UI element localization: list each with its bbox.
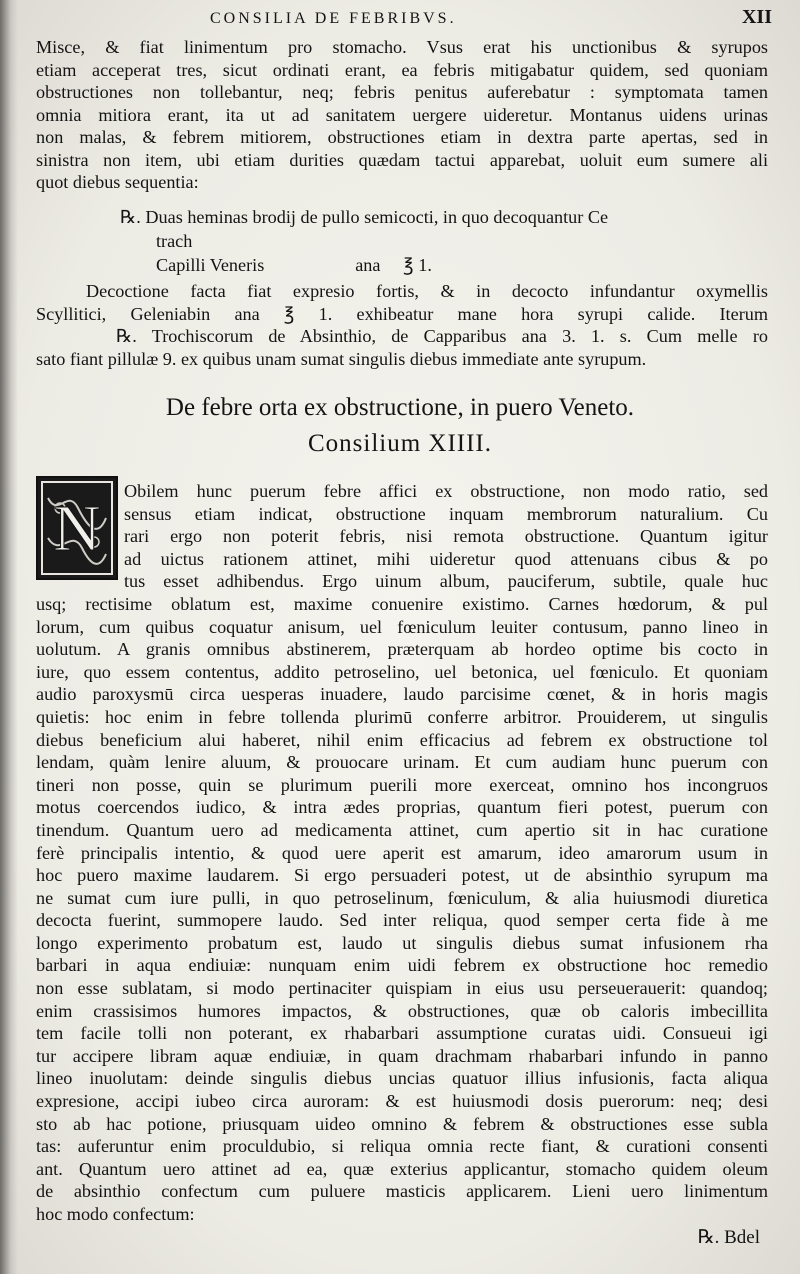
text-line: ad uictus rationem attinet, mihi uideretur quod attenuans cibus & po	[124, 548, 768, 569]
text-line: iure, quo essem contentus, addito petroselino, uel betonica, uel fœniculo. Et quoniam	[36, 661, 768, 682]
text-line: rari ergo non poterit febris, nisi remota obstructione. Quantum igitur	[124, 526, 768, 547]
text-line: uolutum. A granis omnibus abstinerem, præterquam ab hordeo optime bis cocto in	[36, 639, 768, 660]
recipe-line: Capilli Veneris ana ℥ 1.	[156, 255, 432, 275]
page-header	[210, 6, 772, 34]
text-line: hoc puero maxime laudarem. Si ergo persuaderi potest, ut de absinthio syrupum ma	[36, 865, 768, 886]
text-line: tus esset adhibendus. Ergo uinum album, pauciferum, subtile, quale huc	[124, 571, 768, 592]
page-binding-shadow	[0, 0, 18, 1274]
text-line: non malas, & febrem mitiorem, obstructiones etiam in dextra parte apertas, sed in	[36, 127, 768, 147]
consilium-number: Consilium XIIII.	[307, 430, 493, 457]
text-line: quietis: hoc enim in febre tollenda plurimū conferre arbitror. Prouiderem, ut singulis	[36, 706, 768, 727]
svg-text:N: N	[53, 492, 101, 565]
text-line: de absinthio confectum cum puluere masticis applicarem. Lieni uero linimentum	[36, 1181, 768, 1202]
running-head: CONSILIA DE FEBRIBVS.	[210, 10, 457, 27]
text-line: Decoctione facta fiat expresio fortis, & in decocto infundantur oxymellis	[86, 281, 768, 301]
text-line: etiam acceperat tres, sicut ordinati erant, ea febris mitigabatur quidem, sed quoniam	[36, 59, 768, 80]
text-line: expresione, accipi iubeo circa auroram: & est huiusmodi dosis puerorum: neq; desi	[36, 1091, 768, 1112]
text-line: ferè principalis intentio, & quod uere aperit est amarum, ideo amarorum usum in	[36, 842, 768, 863]
text-line: omnia mitiora erant, ita ut ad sanitatem uergere uideretur. Montanus uidens urinas	[36, 104, 768, 125]
text-line: tem facile tolli non poterant, ex rhabarbari assumptione curatas uidi. Consueui igi	[36, 1023, 768, 1044]
text-line: sinistra non item, ubi etiam durities quædam tactui apparebat, uoluit eum sumere ali	[36, 149, 768, 170]
text-line: tinendum. Quantum uero ad medicamenta attinet, cum apertio sit in hac curatione	[36, 819, 768, 840]
text-line: ℞. Trochiscorum de Absinthio, de Capparibus ana 3. 1. s. Cum melle ro	[116, 326, 768, 346]
text-line: ne sumat cum iure pulli, in quo petroselinum, fœniculum, & alia huiusmodi diuretica	[36, 887, 768, 908]
text-line: tur accipere libram aquæ endiuiæ, in quam drachmam rhabarbari infundo in panno	[36, 1045, 768, 1066]
text-line: decocta fuerint, summopere laudo. Sed inter reliqua, quod semper certa fide à me	[36, 910, 768, 931]
text-line: ant. Quantum uero attinet ad ea, quæ exterius applicantur, stomacho quidem oleum	[36, 1158, 768, 1179]
text-line: Misce, & fiat linimentum pro stomacho. Vsus erat his unctionibus & syrupos	[36, 37, 768, 57]
recipe-line: trach	[156, 231, 193, 251]
text-line: audio paroxysmū circa uesperas inuadere, laudo parcisime cœnet, & in horis magis	[36, 684, 768, 705]
text-line: Scyllitici, Geleniabin ana ℥ 1. exhibeatur mane hora syrupi calide. Iterum	[36, 303, 768, 324]
top-paragraph	[36, 36, 768, 194]
text-line: sto ab hac potione, priusquam uideo omnino & febrem & obstructiones esse subla	[36, 1113, 768, 1134]
text-line: longo experimento probatum est, laudo ut singulis diebus sumat infusionem rha	[36, 932, 768, 953]
text-line: lendam, quàm lenire aluum, & prouocare urinam. Et cum audiam hunc puerum con	[36, 752, 768, 773]
text-line: lorum, cum quibus coquatur anisum, uel fœniculum leuiter contusum, panno lineo in	[36, 616, 768, 637]
text-line: Obilem hunc puerum febre affici ex obstructione, non modo ratio, sed	[124, 481, 768, 501]
text-line: tas: auferuntur enim proculdubio, si reliqua omnia recte fiant, & curationi consenti	[36, 1136, 768, 1157]
text-line: lineo inuolutam: deinde singulis diebus uncias quatuor illius infusionis, facta aliqua	[36, 1068, 768, 1089]
text-line: diebus beneficium alui haberet, nihil enim efficacius ad febrem ex obstructione tol	[36, 729, 768, 750]
section-title: De febre orta ex obstructione, in puero Veneto.	[165, 394, 635, 421]
catchword: ℞. Bdel	[697, 1227, 760, 1248]
recipe-block	[120, 205, 770, 277]
text-line: enim crassisimos humores impactos, & obstructiones, quæ ob caloris imbecillita	[36, 1000, 768, 1021]
text-line: sensus etiam indicat, obstructione inquam membrorum naturalium. Cu	[124, 503, 768, 524]
text-line: barbari in aqua endiuiæ: nunquam enim uidi febrem ex obstructione hoc remedio	[36, 955, 768, 976]
decoction-paragraph	[36, 280, 768, 370]
text-line: tineri non posse, quin se plurimum puerili more exerceat, omnino hos incongruos	[36, 774, 768, 795]
text-line: usq; rectisime oblatum est, maxime conuenire existimo. Carnes hœdorum, & pul	[36, 593, 768, 614]
folio-number: XII	[741, 6, 772, 28]
text-line: obstructiones non tollebantur, neq; febris penitus auferebatur : symptomata tamen	[36, 82, 768, 102]
text-line: quot diebus sequentia:	[36, 172, 199, 192]
text-line: non esse sublatam, si modo pertinaciter quispiam in eius usu perseuerauerit: quandoq;	[36, 978, 768, 999]
recipe-line: ℞. Duas heminas brodij de pullo semicocti, in quo decoquantur Ce	[120, 207, 609, 227]
consilium-body	[36, 480, 768, 1226]
text-line: hoc modo confectum:	[36, 1204, 195, 1224]
text-line: motus coercendos iudico, & intra ædes proprias, quantum fieri potest, puerum con	[36, 797, 768, 818]
text-line: sato fiant pillulæ 9. ex quibus unam sumat singulis diebus immediate ante syrupum.	[36, 348, 647, 369]
